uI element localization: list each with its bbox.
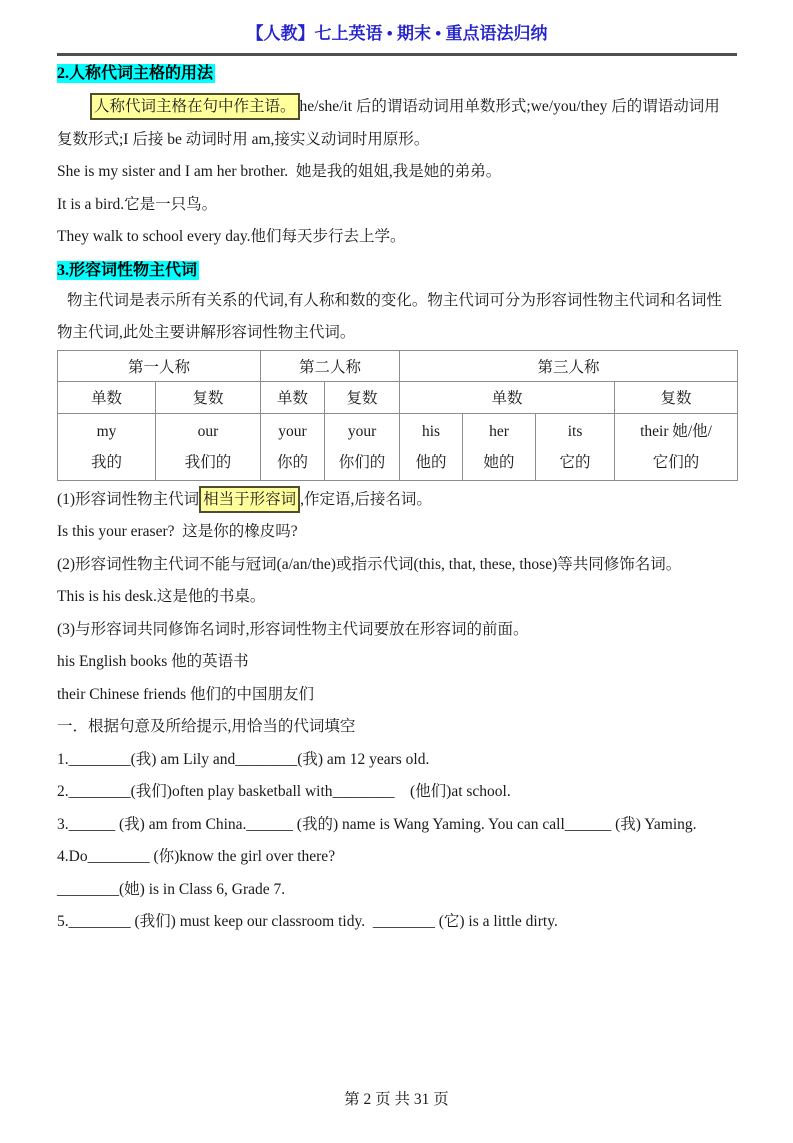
possessive-pronoun-table: [57, 350, 738, 481]
pronoun-cell: [325, 413, 400, 480]
pronoun-cell: [400, 413, 463, 480]
subject-pronoun-rule-line-1: [57, 91, 737, 124]
pronoun-en: our: [197, 422, 219, 440]
number-header-cell: 单数: [261, 381, 325, 413]
example-sentence: This is his desk.这是他的书桌。: [57, 588, 266, 605]
exercise-item: 4.Do________ (你)know the girl over there?: [57, 848, 336, 865]
header-divider: [57, 53, 737, 56]
pronoun-zh: 他的: [415, 453, 447, 471]
section-2-heading: [57, 63, 737, 85]
pronoun-cell: [58, 413, 156, 480]
possessive-intro-line-2: 物主代词,此处主要讲解形容词性物主代词。: [57, 324, 356, 341]
number-header-cell: 复数: [325, 381, 400, 413]
possessive-intro-line-1: 物主代词是表示所有关系的代词,有人称和数的变化。物主代词可分为形容词性物主代词和名词性: [67, 291, 722, 309]
pronoun-zh: 你们的: [338, 453, 386, 471]
pronoun-en: your: [347, 422, 377, 440]
pronoun-cell: [536, 413, 615, 480]
exercise-item: 2.________(我们)often play basketball with________ (他们)at school.: [57, 783, 511, 800]
pronoun-en: its: [567, 422, 583, 440]
pronoun-zh: 你的: [277, 453, 309, 471]
table-row: [58, 381, 738, 413]
pronoun-cell: [261, 413, 325, 480]
exercise-item: 3.______ (我) am from China.______ (我的) name is Wang Yaming. You can call______ (我) Yaming.: [57, 815, 697, 833]
adjective-rule-highlight-box: 相当于形容词: [199, 486, 300, 513]
section-3-heading-text: 3.形容词性物主代词: [57, 261, 198, 279]
pronoun-en: their 她/他/: [640, 422, 712, 440]
number-header-cell: 复数: [615, 381, 738, 413]
section-2-heading-text: 2.人称代词主格的用法: [57, 65, 214, 82]
note-3-line: (3)与形容词共同修饰名词时,形容词性物主代词要放在形容词的前面。: [57, 620, 529, 638]
exercise-item: 5.________ (我们) must keep our classroom tidy. ________ (它) is a little dirty.: [57, 913, 558, 930]
number-header-cell: 单数: [58, 381, 156, 413]
example-sentence: She is my sister and I am her brother. 她是我的姐姐,我是她的弟弟。: [57, 163, 502, 180]
exercise-title: 一．根据句意及所给提示,用恰当的代词填空: [57, 718, 356, 735]
table-row: [58, 350, 738, 381]
number-header-cell: 单数: [400, 381, 615, 413]
person-header-cell: 第二人称: [261, 350, 400, 381]
note-2-line: (2)形容词性物主代词不能与冠词(a/an/the)或指示代词(this, that, these, those)等共同修饰名词。: [57, 555, 682, 573]
pronoun-en: my: [96, 422, 117, 440]
note-1-suffix: ,作定语,后接名词。: [300, 490, 432, 508]
pronoun-zh: 我们的: [184, 453, 232, 471]
pronoun-en: his: [421, 422, 441, 440]
page-number: 第 2 页 共 31 页: [344, 1091, 449, 1108]
person-header-cell: 第一人称: [58, 350, 261, 381]
exercise-item: ________(她) is in Class 6, Grade 7.: [57, 880, 286, 898]
example-sentence: They walk to school every day.他们每天步行去上学。: [57, 228, 406, 245]
pronoun-en: your: [278, 422, 307, 440]
table-row: [58, 413, 738, 480]
pronoun-cell: [156, 413, 261, 480]
pronoun-zh: 它们的: [652, 453, 700, 471]
pronoun-cell: [463, 413, 536, 480]
subject-rule-highlight-box: 人称代词主格在句中作主语。: [90, 93, 300, 120]
doc-title: 【人教】七上英语 • 期末 • 重点语法归纳: [246, 24, 548, 43]
pronoun-zh: 我的: [90, 453, 122, 471]
note-1-line: [57, 484, 737, 517]
section-3-heading: [57, 260, 737, 282]
note-1-prefix: (1)形容词性物主代词: [57, 490, 200, 508]
exercise-item: 1.________(我) am Lily and________(我) am 12 years old.: [57, 750, 430, 768]
example-sentence: It is a bird.它是一只鸟。: [57, 195, 218, 213]
example-phrase: his English books 他的英语书: [57, 653, 249, 670]
pronoun-zh: 它的: [559, 453, 591, 471]
pronoun-cell: [615, 413, 738, 480]
subject-pronoun-rule-line-2: 复数形式;I 后接 be 动词时用 am,接实义动词时用原形。: [57, 130, 430, 148]
person-header-cell: 第三人称: [400, 350, 738, 381]
pronoun-zh: 她的: [483, 453, 515, 471]
number-header-cell: 复数: [156, 381, 261, 413]
example-sentence: Is this your eraser? 这是你的橡皮吗?: [57, 523, 298, 540]
subject-rule-line-1-text: he/she/it 后的谓语动词用单数形式;we/you/they 后的谓语动词用: [299, 98, 720, 115]
pronoun-en: her: [489, 422, 509, 440]
page-content: [0, 21, 793, 939]
example-phrase: their Chinese friends 他们的中国朋友们: [57, 685, 315, 703]
